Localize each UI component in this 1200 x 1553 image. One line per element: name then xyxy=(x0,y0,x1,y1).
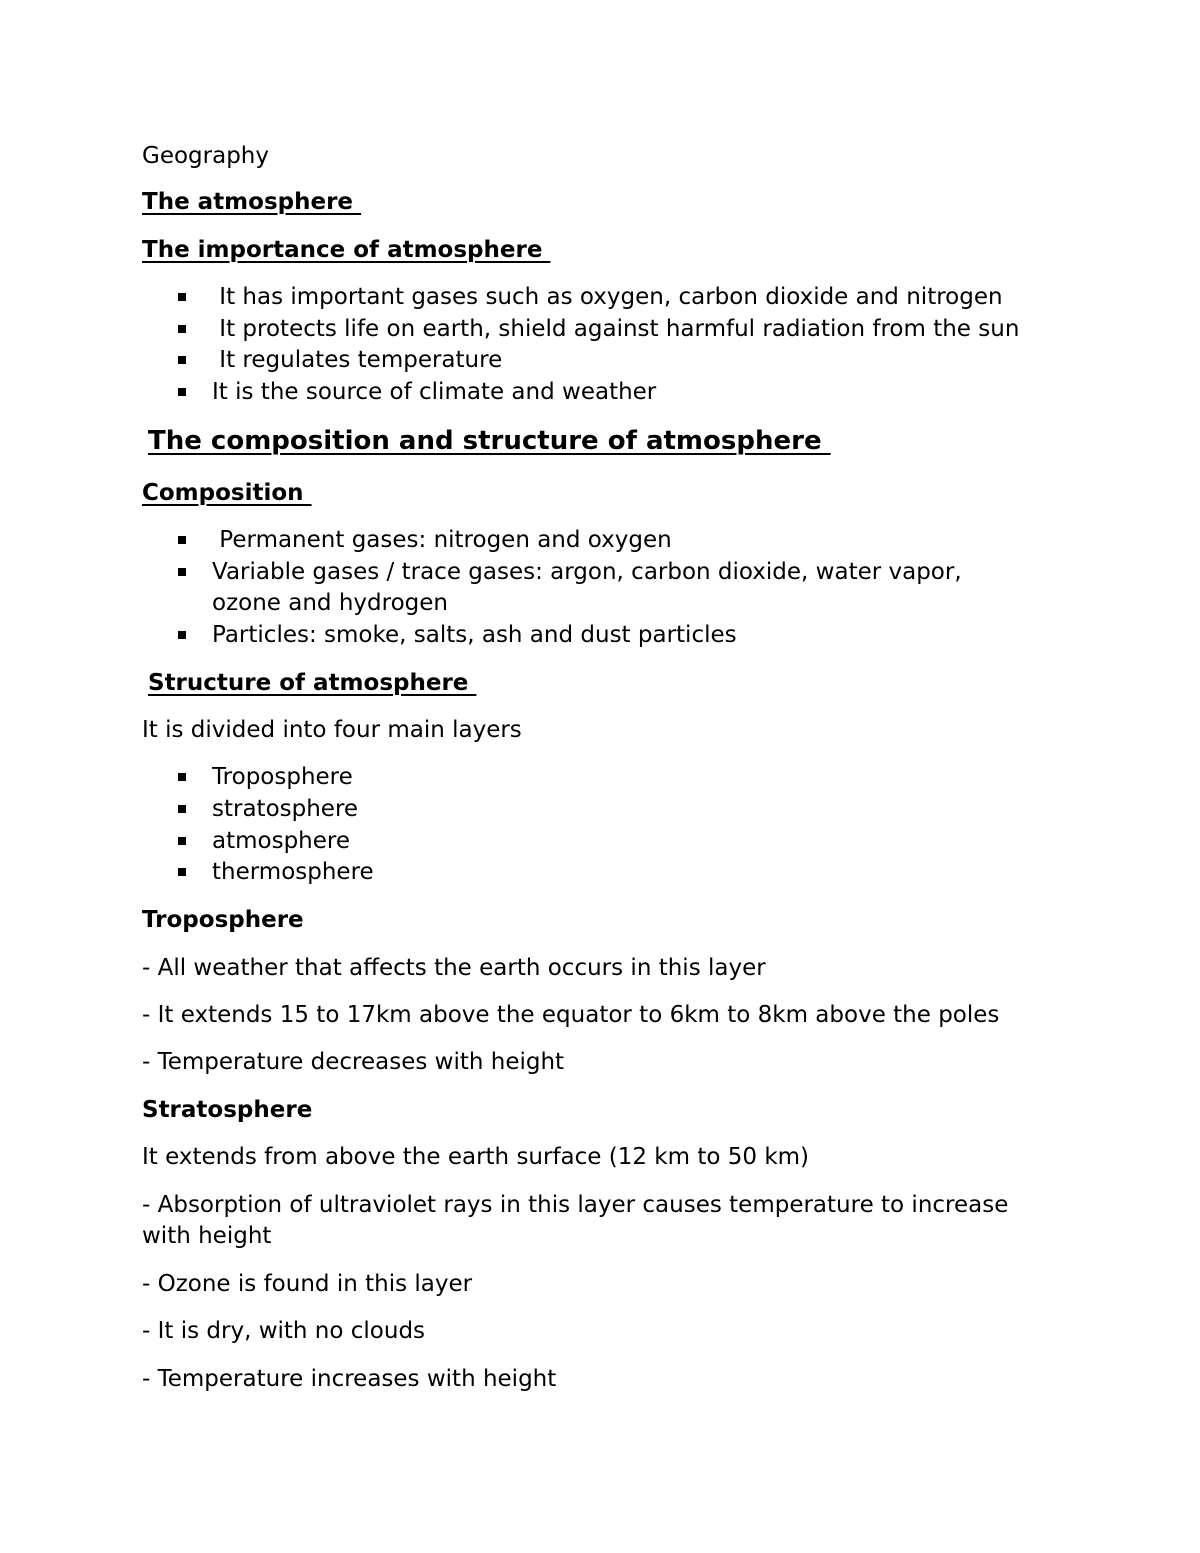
bullet-icon xyxy=(178,773,186,781)
importance-item: It has important gases such as oxygen, carbon dioxide and nitrogen xyxy=(212,284,1003,310)
stratosphere-line: - Temperature increases with height xyxy=(142,1366,557,1392)
composition-item: Particles: smoke, salts, ash and dust particles xyxy=(212,622,737,648)
stratosphere-line: - Absorption of ultraviolet rays in this layer causes temperature to increase xyxy=(142,1192,1009,1218)
bullet-icon xyxy=(178,631,186,639)
composition-heading: Composition xyxy=(142,480,312,506)
layer-item: thermosphere xyxy=(212,859,374,885)
stratosphere-line: - Ozone is found in this layer xyxy=(142,1271,473,1297)
stratosphere-line: It extends from above the earth surface (12 km to 50 km) xyxy=(142,1144,810,1170)
importance-item: It is the source of climate and weather xyxy=(212,379,657,405)
subject-label: Geography xyxy=(142,143,269,169)
composition-item: Variable gases / trace gases: argon, carbon dioxide, water vapor, xyxy=(212,559,962,585)
layer-item: Troposphere xyxy=(212,764,353,790)
composition-item-continued: ozone and hydrogen xyxy=(212,590,448,616)
importance-item: It protects life on earth, shield against harmful radiation from the sun xyxy=(212,316,1020,342)
troposphere-line: - It extends 15 to 17km above the equator to 6km to 8km above the poles xyxy=(142,1002,1000,1028)
troposphere-line: - All weather that affects the earth occurs in this layer xyxy=(142,955,766,981)
bullet-icon xyxy=(178,356,186,364)
troposphere-heading: Troposphere xyxy=(142,907,304,933)
bullet-icon xyxy=(178,837,186,845)
stratosphere-line-continued: with height xyxy=(142,1223,272,1249)
structure-intro: It is divided into four main layers xyxy=(142,717,522,743)
structure-heading: Structure of atmosphere xyxy=(148,670,477,696)
bullet-icon xyxy=(178,325,186,333)
layer-item: atmosphere xyxy=(212,828,350,854)
layer-item: stratosphere xyxy=(212,796,359,822)
bullet-icon xyxy=(178,388,186,396)
troposphere-line: - Temperature decreases with height xyxy=(142,1049,565,1075)
stratosphere-heading: Stratosphere xyxy=(142,1097,313,1123)
bullet-icon xyxy=(178,868,186,876)
stratosphere-line: - It is dry, with no clouds xyxy=(142,1318,426,1344)
importance-item: It regulates temperature xyxy=(212,347,503,373)
composition-item: Permanent gases: nitrogen and oxygen xyxy=(212,527,672,553)
bullet-icon xyxy=(178,293,186,301)
page-title: The atmosphere xyxy=(142,189,362,215)
importance-heading: The importance of atmosphere xyxy=(142,237,551,263)
bullet-icon xyxy=(178,568,186,576)
composition-structure-heading: The composition and structure of atmosphere xyxy=(148,426,831,456)
bullet-icon xyxy=(178,805,186,813)
bullet-icon xyxy=(178,536,186,544)
